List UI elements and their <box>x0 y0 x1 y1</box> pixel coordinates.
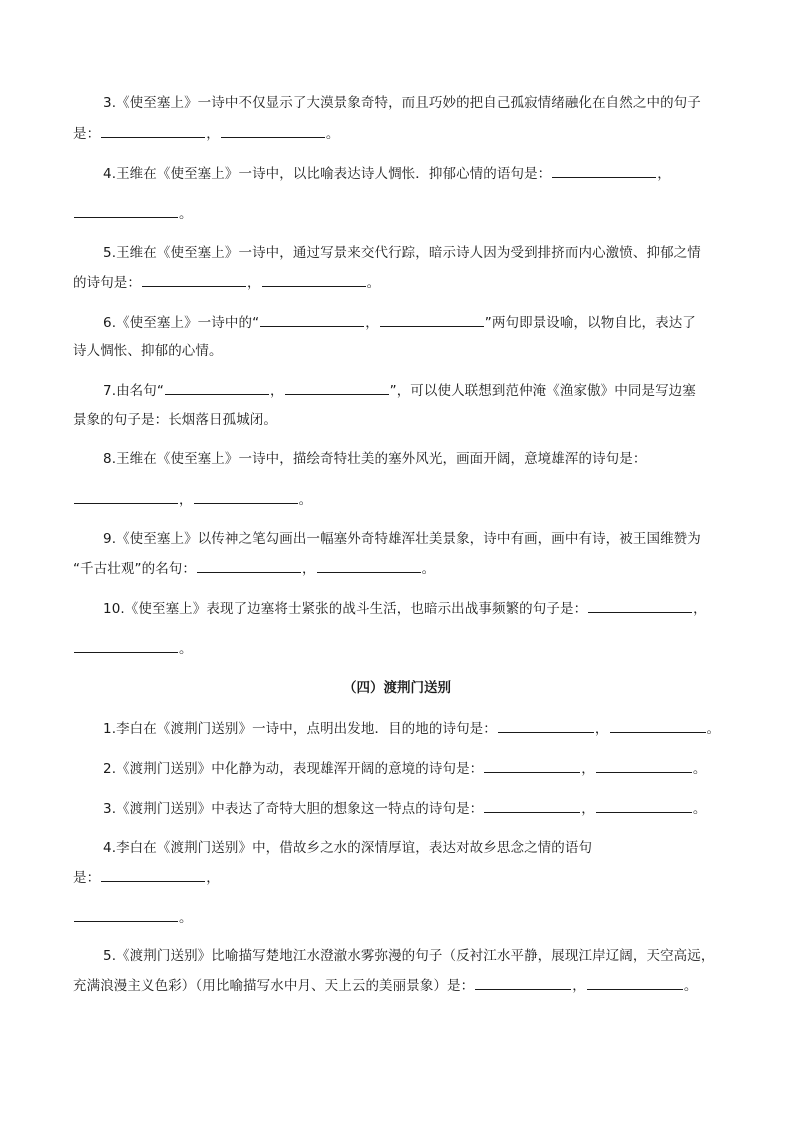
answer-blank[interactable] <box>285 380 389 395</box>
answer-blank[interactable] <box>74 203 178 218</box>
s4-question-4-line-3 <box>73 907 193 928</box>
answer-blank[interactable] <box>197 558 301 573</box>
question-text: “千古壮观”的名句： <box>73 561 196 577</box>
question-9-line-1 <box>103 529 701 549</box>
answer-blank[interactable] <box>317 558 421 573</box>
question-8-line-1 <box>103 449 646 469</box>
answer-blank[interactable] <box>596 798 692 813</box>
s4-question-1 <box>103 718 720 739</box>
punct: ， <box>581 761 595 777</box>
punct: 。 <box>421 561 436 577</box>
question-text: 10.《使至塞上》表现了边塞将士紧张的战斗生活，也暗示出战事频繁的句子是： <box>103 601 588 617</box>
question-text: 6.《使至塞上》一诗中的“ <box>103 315 260 331</box>
answer-blank[interactable] <box>588 598 692 613</box>
answer-blank[interactable] <box>74 907 178 922</box>
answer-blank[interactable] <box>587 975 683 990</box>
question-4-line-1 <box>103 163 671 184</box>
answer-blank[interactable] <box>74 638 178 653</box>
question-text: 2.《渡荆门送别》中化静为动，表现雄浑开阔的意境的诗句是： <box>103 761 484 777</box>
answer-blank[interactable] <box>380 312 484 327</box>
question-6-line-2 <box>73 341 223 361</box>
question-text: 8.王维在《使至塞上》一诗中，描绘奇特壮美的塞外风光，画面开阔，意境雄浑的诗句是： <box>103 451 647 467</box>
section-heading: （四）渡荆门送别 <box>343 680 451 696</box>
answer-blank[interactable] <box>74 489 178 504</box>
answer-blank[interactable] <box>596 758 692 773</box>
question-3-line-1 <box>103 93 701 113</box>
punct: ， <box>247 275 261 291</box>
s4-question-4-line-2 <box>73 867 220 888</box>
answer-blank[interactable] <box>142 272 246 287</box>
answer-blank[interactable] <box>552 163 656 178</box>
answer-blank[interactable] <box>165 380 269 395</box>
answer-blank[interactable] <box>475 975 571 990</box>
punct: ， <box>269 383 284 399</box>
answer-blank[interactable] <box>194 489 298 504</box>
question-3-line-2 <box>73 123 339 144</box>
answer-blank[interactable] <box>101 867 205 882</box>
question-text: 5.王维在《使至塞上》一诗中，通过写景来交代行踪，暗示诗人因为受到排挤而内心激愤、抑郁之情 <box>103 245 701 261</box>
s4-question-2 <box>103 758 707 779</box>
answer-blank[interactable] <box>221 123 325 138</box>
s4-question-5-line-1 <box>103 946 714 966</box>
question-7-line-1 <box>103 380 696 401</box>
question-text: 景象的句子是：长烟落日孤城闭。 <box>73 412 277 428</box>
answer-blank[interactable] <box>484 758 580 773</box>
question-text: 的诗句是： <box>73 275 141 291</box>
question-8-line-2 <box>73 489 312 510</box>
answer-blank[interactable] <box>484 798 580 813</box>
punct: 。 <box>683 978 698 994</box>
punct: 。 <box>179 910 193 926</box>
question-text: 是： <box>73 126 101 142</box>
question-text: 1.李白在《渡荆门送别》一诗中，点明出发地．目的地的诗句是： <box>103 721 497 737</box>
question-5-line-2 <box>73 272 380 293</box>
question-5-line-1 <box>103 243 701 263</box>
punct: ， <box>594 721 609 737</box>
punct: ， <box>179 492 193 508</box>
question-4-line-2 <box>73 203 193 224</box>
answer-blank[interactable] <box>262 272 366 287</box>
punct: ， <box>206 870 220 886</box>
question-7-line-2 <box>73 410 277 430</box>
punct: 。 <box>706 721 721 737</box>
question-text: 5.《渡荆门送别》比喻描写楚地江水澄澈水雾弥漫的句子（反衬江水平静，展现江岸辽阔，天空高远， <box>103 948 715 964</box>
question-text: ”，可以使人联想到范仲淹《渔家傲》中同是写边塞 <box>389 383 696 399</box>
punct: 。 <box>298 492 313 508</box>
punct: ， <box>206 126 220 142</box>
punct: ， <box>365 315 379 331</box>
question-text: 9.《使至塞上》以传神之笔勾画出一幅塞外奇特雄浑壮美景象，诗中有画，画中有诗，被王国维赞为 <box>103 531 701 547</box>
question-text: 诗人惆怅、抑郁的心情。 <box>73 343 223 359</box>
punct: ， <box>572 978 586 994</box>
question-text: 充满浪漫主义色彩）（用比喻描写水中月、天上云的美丽景象）是： <box>73 978 475 994</box>
question-text: 4.王维在《使至塞上》一诗中，以比喻表达诗人惆怅．抑郁心情的语句是： <box>103 166 552 182</box>
punct: ， <box>693 601 707 617</box>
question-text: 3.《渡荆门送别》中表达了奇特大胆的想象这一特点的诗句是： <box>103 801 484 817</box>
question-text: 3.《使至塞上》一诗中不仅显示了大漠景象奇特，而且巧妙的把自己孤寂情绪融化在自然之中的句子 <box>103 95 701 111</box>
question-text: 是： <box>73 870 101 886</box>
punct: 。 <box>325 126 340 142</box>
punct: 。 <box>179 641 193 657</box>
question-text: ”两句即景设喻，以物自比，表达了 <box>484 315 696 331</box>
question-10-line-2 <box>73 638 193 659</box>
s4-question-5-line-2 <box>73 975 697 996</box>
punct: ， <box>581 801 595 817</box>
question-text: 7.由名句“ <box>103 383 164 399</box>
s4-question-3 <box>103 798 707 819</box>
answer-blank[interactable] <box>260 312 364 327</box>
question-text: 4.李白在《渡荆门送别》中，借故乡之水的深情厚谊，表达对故乡思念之情的语句 <box>103 840 593 856</box>
s4-question-4-line-1 <box>103 838 592 858</box>
punct: 。 <box>366 275 381 291</box>
answer-blank[interactable] <box>101 123 205 138</box>
punct: 。 <box>692 761 707 777</box>
answer-blank[interactable] <box>610 718 706 733</box>
punct: ， <box>302 561 316 577</box>
question-9-line-2 <box>73 558 435 579</box>
punct: 。 <box>179 206 193 222</box>
answer-blank[interactable] <box>498 718 594 733</box>
question-10-line-1 <box>103 598 707 619</box>
question-6-line-1 <box>103 312 696 333</box>
punct: ， <box>657 166 671 182</box>
punct: 。 <box>692 801 707 817</box>
